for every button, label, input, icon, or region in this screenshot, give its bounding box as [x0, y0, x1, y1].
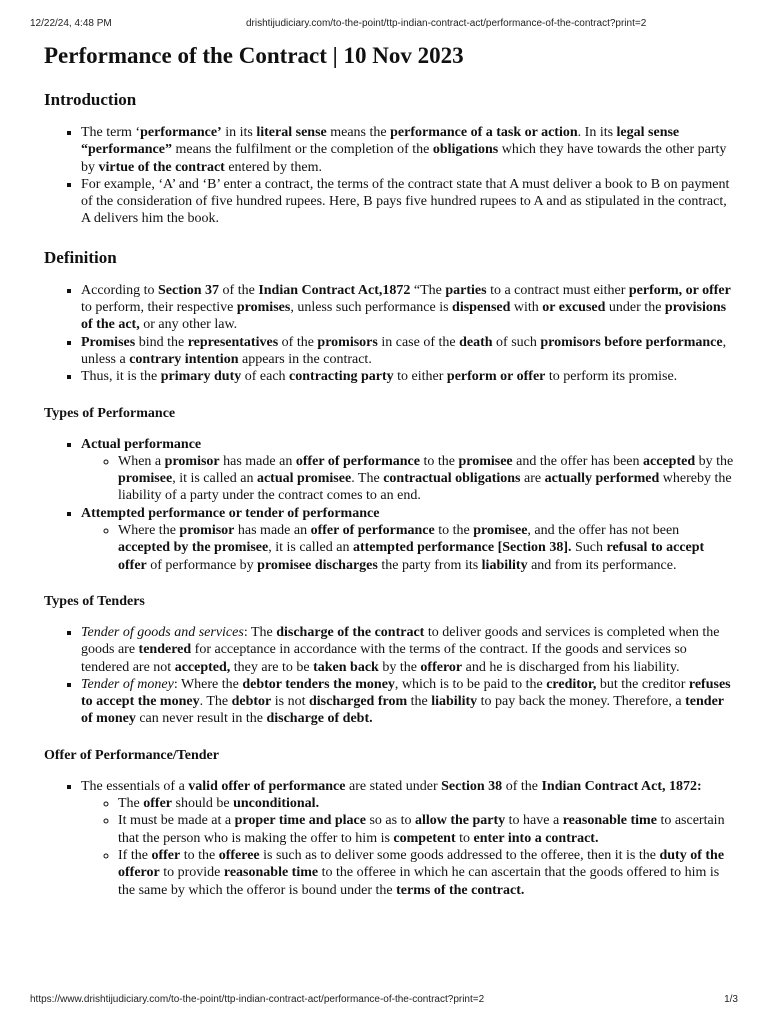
- bold-text: debtor tenders the money: [242, 676, 395, 692]
- bold-text: reasonable time: [562, 813, 657, 829]
- bold-text: contractual obligations: [383, 471, 521, 487]
- bold-text: liability: [431, 694, 478, 710]
- introduction-list: [44, 124, 734, 228]
- bold-text: tender of money: [81, 694, 724, 727]
- text-run: whereby the liability of a party under the contract comes to an end.: [118, 471, 732, 504]
- heading-types-of-tenders: Types of Tenders: [44, 593, 145, 609]
- bold-text: Section 38: [441, 778, 503, 794]
- text-run: means the fulfilment or the completion of the: [171, 142, 433, 158]
- text-run: has made an: [234, 523, 311, 539]
- bold-text: terms of the contract.: [396, 882, 525, 898]
- bold-text: Promises: [81, 334, 136, 350]
- bold-text: provisions of the act,: [81, 300, 727, 333]
- offer-of-performance-list: [44, 778, 734, 899]
- bold-text: performance’: [140, 125, 222, 140]
- bold-text: Attempted performance or tender of performance: [81, 505, 380, 521]
- list-item: [81, 282, 734, 334]
- list-item-label: [81, 779, 702, 794]
- bold-text: parties: [445, 282, 487, 298]
- bold-text: Section 37: [157, 282, 220, 298]
- list-item: [81, 505, 734, 574]
- bold-text: obligations: [432, 142, 499, 158]
- bold-text: accepted,: [174, 659, 231, 675]
- sub-list-item: [118, 812, 734, 847]
- bold-text: promisor: [179, 523, 235, 539]
- text-run: is not: [271, 694, 309, 710]
- bold-text: promisee: [473, 523, 528, 539]
- text-run: of the: [219, 282, 259, 298]
- bold-text: promisee: [458, 453, 513, 469]
- bold-text: offeror: [420, 659, 463, 675]
- text-run: to pay back the money. Therefore, a: [477, 694, 686, 710]
- text-run: should be: [172, 796, 234, 812]
- list-item-label: [81, 506, 379, 521]
- sub-list-item: [118, 522, 734, 574]
- bold-text: debtor: [231, 694, 272, 710]
- text-run: which they have towards the other party by: [81, 142, 727, 175]
- text-run: , it is called an: [268, 540, 353, 556]
- text-run: bind the: [135, 334, 188, 350]
- text-run: is such as to deliver some goods addressed to the offeree, then it is the: [259, 847, 660, 863]
- bold-text: representatives: [187, 334, 279, 350]
- text-run: : Where the: [173, 676, 243, 692]
- list-item: [81, 176, 734, 228]
- text-run: appears in the contract.: [238, 351, 372, 367]
- text-run: of such: [492, 334, 541, 350]
- text-run: of each: [241, 369, 290, 385]
- text-run: to perform its promise.: [545, 369, 678, 385]
- list-item: [81, 778, 734, 899]
- bold-text: promisee: [118, 471, 173, 487]
- bold-text: promisee discharges: [257, 557, 378, 573]
- text-run: The essentials of a: [81, 778, 189, 794]
- text-run: of performance by: [146, 557, 258, 573]
- bold-text: Indian Contract Act, 1872:: [541, 778, 702, 794]
- text-run: “The: [410, 282, 446, 298]
- bold-text: tendered: [138, 642, 192, 658]
- types-of-tenders-list: [44, 624, 734, 728]
- text-run: If the: [118, 847, 152, 863]
- text-run: and he is discharged from his liability.: [462, 659, 680, 675]
- sub-list-item: [118, 795, 734, 812]
- text-run: to the: [434, 523, 474, 539]
- heading-offer-of-performance: Offer of Performance/Tender: [44, 747, 219, 763]
- bold-text: virtue of the contract: [98, 159, 225, 175]
- text-run: : The: [243, 624, 277, 640]
- bold-text: discharged from: [309, 694, 408, 710]
- text-run: under the: [605, 300, 665, 316]
- text-run: of the: [278, 334, 318, 350]
- text-run: Where the: [118, 523, 180, 539]
- bold-text: legal sense “performance”: [81, 125, 680, 158]
- bold-text: competent: [393, 830, 456, 846]
- text-run: According to: [81, 282, 158, 298]
- print-footer-url: https://www.drishtijudiciary.com/to-the-point/ttp-indian-contract-act/performance-of-the-contract?print=2: [30, 994, 485, 1005]
- text-run: , unless such performance is: [290, 300, 453, 316]
- list-item: [81, 334, 734, 369]
- text-run: has made an: [219, 453, 296, 469]
- bold-text: enter into a contract.: [473, 830, 599, 846]
- bold-text: Indian Contract Act,1872: [258, 282, 411, 298]
- text-run: are: [520, 471, 545, 487]
- bold-text: primary duty: [160, 369, 242, 385]
- text-run: to have a: [505, 813, 563, 829]
- text-run: to deliver goods and services is completed when the goods are: [81, 624, 720, 658]
- text-run: . The: [351, 471, 384, 487]
- bold-text: taken back: [313, 659, 379, 675]
- bold-text: perform or offer: [446, 369, 546, 385]
- heading-introduction: Introduction: [44, 90, 137, 109]
- text-run: in its: [221, 125, 257, 140]
- text-run: The: [118, 796, 144, 812]
- text-run: for acceptance in accordance with the terms of the contract. If the goods and services so tendered are not: [81, 642, 687, 675]
- bold-text: promises: [236, 300, 291, 316]
- text-run: to the offeree in which he can ascertain that the goods offered to him is the same by which the offeror is bound under the: [118, 865, 720, 898]
- text-run: to: [455, 830, 474, 846]
- sub-list-item: [118, 847, 734, 899]
- italic-text: Tender of money: [81, 676, 174, 692]
- text-run: to a contract must either: [486, 282, 629, 298]
- text-run: , unless a: [81, 334, 727, 367]
- text-run: the party from its: [377, 557, 482, 573]
- bold-text: refuses to accept the money: [81, 676, 731, 710]
- text-run: , and the offer has not been: [527, 523, 680, 539]
- text-run: with: [510, 300, 543, 316]
- bold-text: literal sense: [256, 125, 327, 140]
- bold-text: Actual performance: [81, 436, 202, 452]
- bold-text: valid offer of performance: [188, 778, 346, 794]
- page-title: Performance of the Contract | 10 Nov 2023: [44, 43, 464, 68]
- text-run: to provide: [159, 865, 224, 881]
- text-run: the: [407, 694, 432, 710]
- bold-text: refusal to accept offer: [118, 540, 705, 573]
- bold-text: contrary intention: [129, 351, 239, 367]
- sub-list-item: [118, 453, 734, 505]
- text-run: in case of the: [377, 334, 460, 350]
- list-item: [81, 368, 734, 385]
- text-run: can never result in the: [135, 711, 267, 727]
- bold-text: perform, or offer: [628, 282, 731, 298]
- text-run: For example, ‘A’ and ‘B’ enter a contract, the terms of the contract state that A must deliver a book to B on payment of the consideration of five hundred rupees. Here, B pays five hundred rupees to A and as stipulated in the contract, A delivers him the book.: [81, 176, 730, 227]
- bold-text: offer: [143, 796, 173, 812]
- bold-text: death: [459, 334, 493, 350]
- sub-list: [81, 522, 734, 574]
- text-run: to the: [180, 847, 219, 863]
- bold-text: dispensed: [452, 300, 511, 316]
- bold-text: allow the party: [414, 813, 506, 829]
- text-run: to the: [419, 453, 459, 469]
- heading-definition: Definition: [44, 247, 117, 267]
- list-item: [81, 436, 734, 505]
- text-run: When a: [118, 453, 165, 469]
- text-run: or any other law.: [139, 317, 238, 333]
- text-run: The term ‘: [81, 125, 141, 140]
- definition-list: [44, 282, 734, 386]
- text-run: but the creditor: [596, 676, 689, 692]
- text-run: they are to be: [230, 659, 314, 675]
- bold-text: unconditional.: [233, 796, 320, 812]
- bold-text: or excused: [542, 300, 606, 316]
- text-run: means the: [326, 125, 391, 140]
- bold-text: creditor,: [546, 676, 597, 692]
- bold-text: promisors before performance: [540, 334, 723, 350]
- text-run: . In its: [577, 125, 617, 140]
- bold-text: promisors: [317, 334, 378, 350]
- bold-text: promisor: [164, 453, 220, 469]
- text-run: , which is to be paid to the: [394, 676, 547, 692]
- bold-text: offer of performance: [310, 523, 435, 539]
- heading-types-of-performance: Types of Performance: [44, 405, 176, 421]
- bold-text: contracting party: [289, 369, 394, 385]
- page-number: 1/3: [724, 994, 738, 1005]
- bold-text: reasonable time: [223, 865, 319, 881]
- bold-text: accepted by the promisee: [118, 540, 269, 556]
- list-item: [81, 676, 734, 728]
- bold-text: actually performed: [544, 471, 660, 487]
- text-run: and the offer has been: [512, 453, 644, 469]
- text-run: are stated under: [345, 778, 442, 794]
- types-of-performance-list: [44, 436, 734, 574]
- bold-text: actual promisee: [256, 471, 352, 487]
- article: [44, 40, 734, 917]
- text-run: , it is called an: [172, 471, 257, 487]
- text-run: . The: [199, 694, 232, 710]
- text-run: to perform, their respective: [81, 300, 237, 316]
- list-item-label: [81, 437, 201, 452]
- list-item: [81, 624, 734, 676]
- text-run: by the: [695, 453, 734, 469]
- sub-list: [81, 795, 734, 899]
- text-run: Such: [574, 540, 607, 556]
- bold-text: discharge of the contract: [276, 624, 425, 640]
- bold-text: accepted: [643, 453, 696, 469]
- text-run: of the: [502, 778, 542, 794]
- bold-text: offeree: [218, 847, 260, 863]
- text-run: to ascertain that the person who is making the offer to him is: [118, 813, 725, 846]
- bold-text: liability: [481, 557, 528, 573]
- text-run: by the: [378, 659, 421, 675]
- bold-text: discharge of debt.: [266, 711, 373, 727]
- text-run: Thus, it is the: [81, 369, 161, 385]
- bold-text: offer of performance: [295, 453, 420, 469]
- italic-text: Tender of goods and services: [81, 624, 244, 640]
- print-header-url: drishtijudiciary.com/to-the-point/ttp-indian-contract-act/performance-of-the-contract?print=2: [246, 18, 647, 29]
- bold-text: attempted performance [Section 38].: [352, 540, 575, 556]
- bold-text: proper time and place: [234, 813, 366, 829]
- text-run: so as to: [365, 813, 415, 829]
- text-run: and from its performance.: [527, 557, 677, 573]
- bold-text: duty of the offeror: [118, 847, 725, 881]
- bold-text: offer: [151, 847, 181, 863]
- text-run: to either: [393, 369, 447, 385]
- print-datetime: 12/22/24, 4:48 PM: [30, 18, 112, 29]
- list-item: [81, 124, 734, 176]
- sub-list: [81, 453, 734, 505]
- bold-text: performance of a task or action: [390, 125, 578, 140]
- text-run: It must be made at a: [118, 813, 235, 829]
- text-run: entered by them.: [224, 159, 323, 175]
